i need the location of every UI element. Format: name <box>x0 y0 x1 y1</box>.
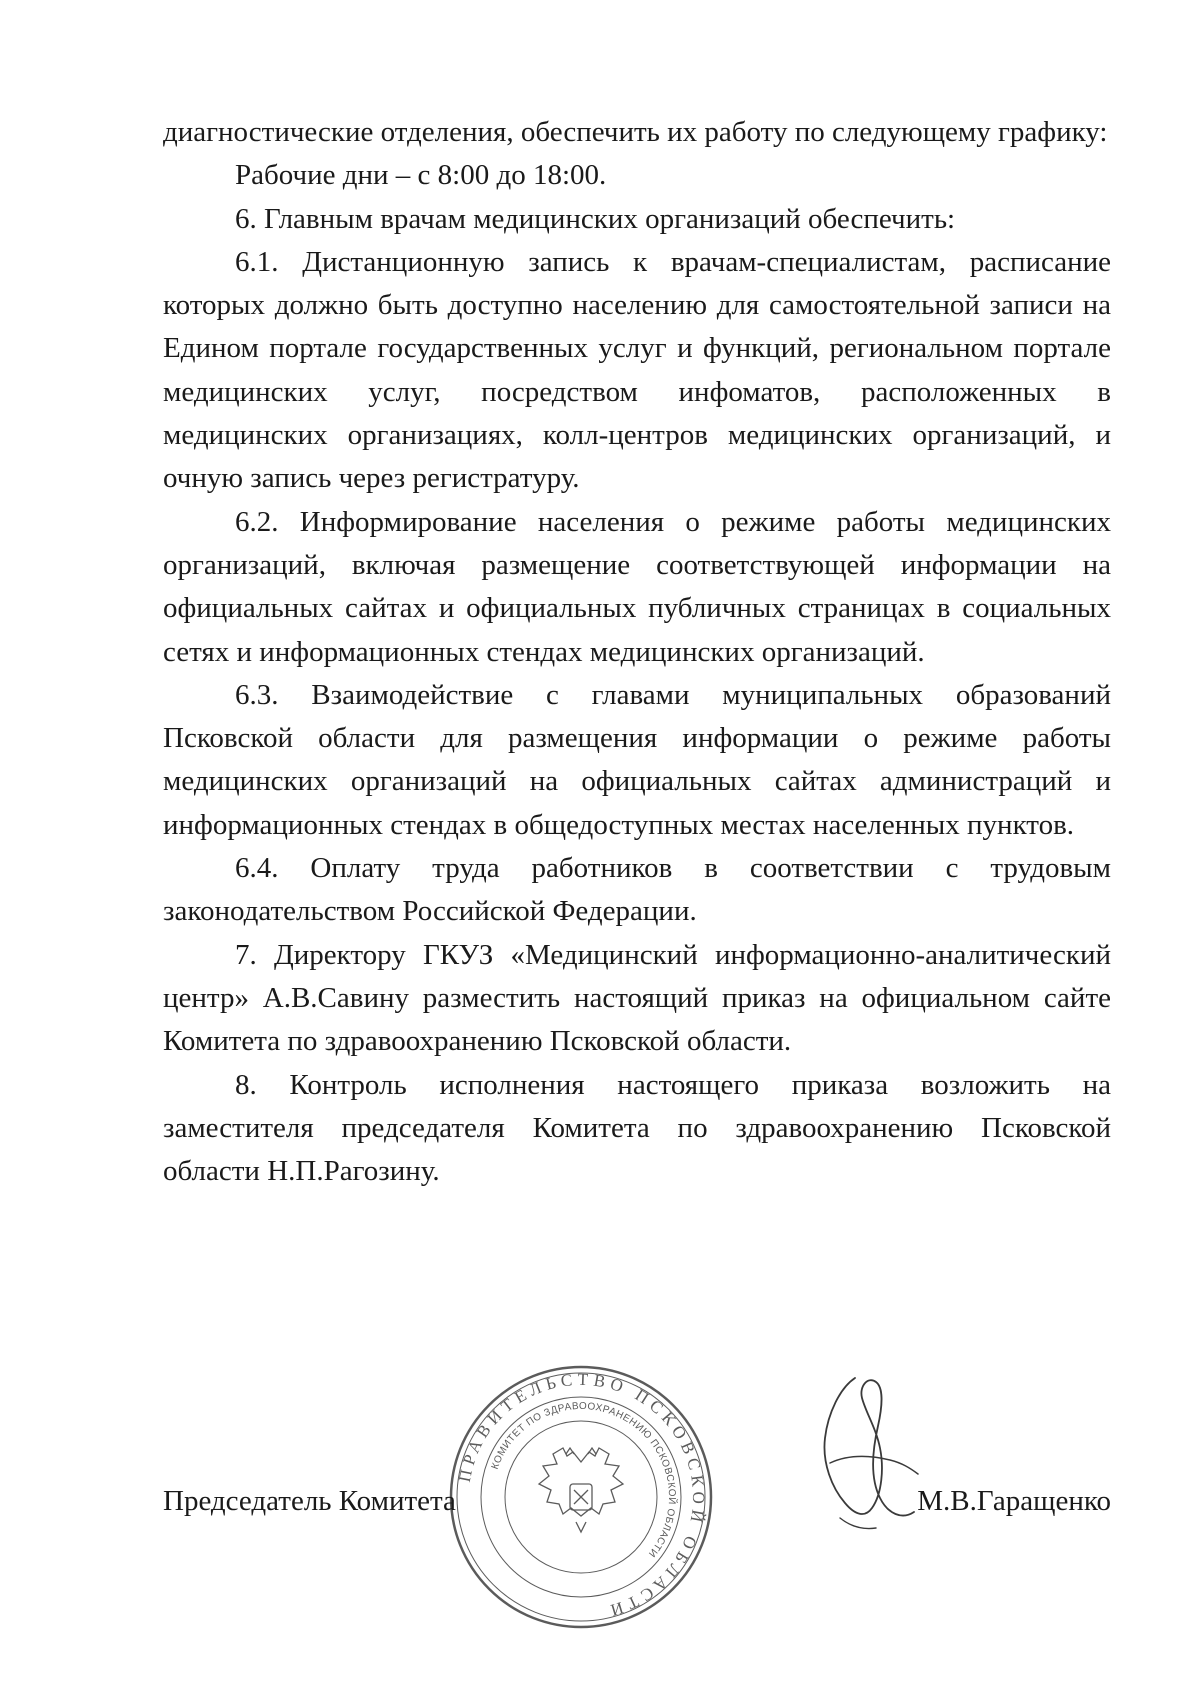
paragraph-item-6-4: 6.4. Оплату труда работников в соответствии с трудовым законодательством Российской Федерации. <box>163 852 1111 928</box>
paragraph-item-6-1: 6.1. Дистанционную запись к врачам-специалистам, расписание которых должно быть доступно населению для самостоятельной записи на Едином портале государственных услуг и функций, региональном портале медицинских услуг, посредством инфоматов, расположенных в медицинских организациях, колл-центров медицинских организаций, и очную запись через регистратуру. <box>163 245 1111 495</box>
paragraph-item-6: 6. Главным врачам медицинских организаций обеспечить: <box>235 202 956 235</box>
paragraph-item-7: 7. Директору ГКУЗ «Медицинский информационно-аналитический центр» А.В.Савину разместить настоящий приказ на официальном сайте Комитета по здравоохранению Псковской области. <box>163 938 1111 1058</box>
seal-inner-text: КОМИТЕТ ПО ЗДРАВООХРАНЕНИЮ ПСКОВСКОЙ ОБЛАСТИ <box>489 1400 678 1560</box>
signatory-name: М.В.Гаращенко <box>917 1485 1111 1517</box>
paragraph-item-8: 8. Контроль исполнения настоящего приказа возложить на заместителя председателя Комитета по здравоохранению Псковской области Н.П.Рагозину. <box>163 1068 1111 1188</box>
paragraph-item-6-2: 6.2. Информирование населения о режиме работы медицинских организаций, включая размещение соответствующей информации на официальных сайтах и официальных публичных страницах в социальных сетях и информационных стендах медицинских организаций. <box>163 505 1111 668</box>
signatory-title: Председатель Комитета <box>163 1485 456 1517</box>
seal-outer-text: ПРАВИТЕЛЬСТВО ПСКОВСКОЙ ОБЛАСТИ <box>454 1369 709 1622</box>
paragraph-item-6-3: 6.3. Взаимодействие с главами муниципальных образований Псковской области для размещения информации о режиме работы медицинских организаций на официальных сайтах администраций и информационных стендах в общедоступных местах населенных пунктов. <box>163 678 1111 841</box>
paragraph-work-hours: Рабочие дни – с 8:00 до 18:00. <box>235 159 607 192</box>
paragraph-intro: диагностические отделения, обеспечить их работу по следующему графику: <box>163 116 1108 148</box>
signature-block <box>163 1480 1111 1530</box>
document-body <box>163 111 1111 1193</box>
